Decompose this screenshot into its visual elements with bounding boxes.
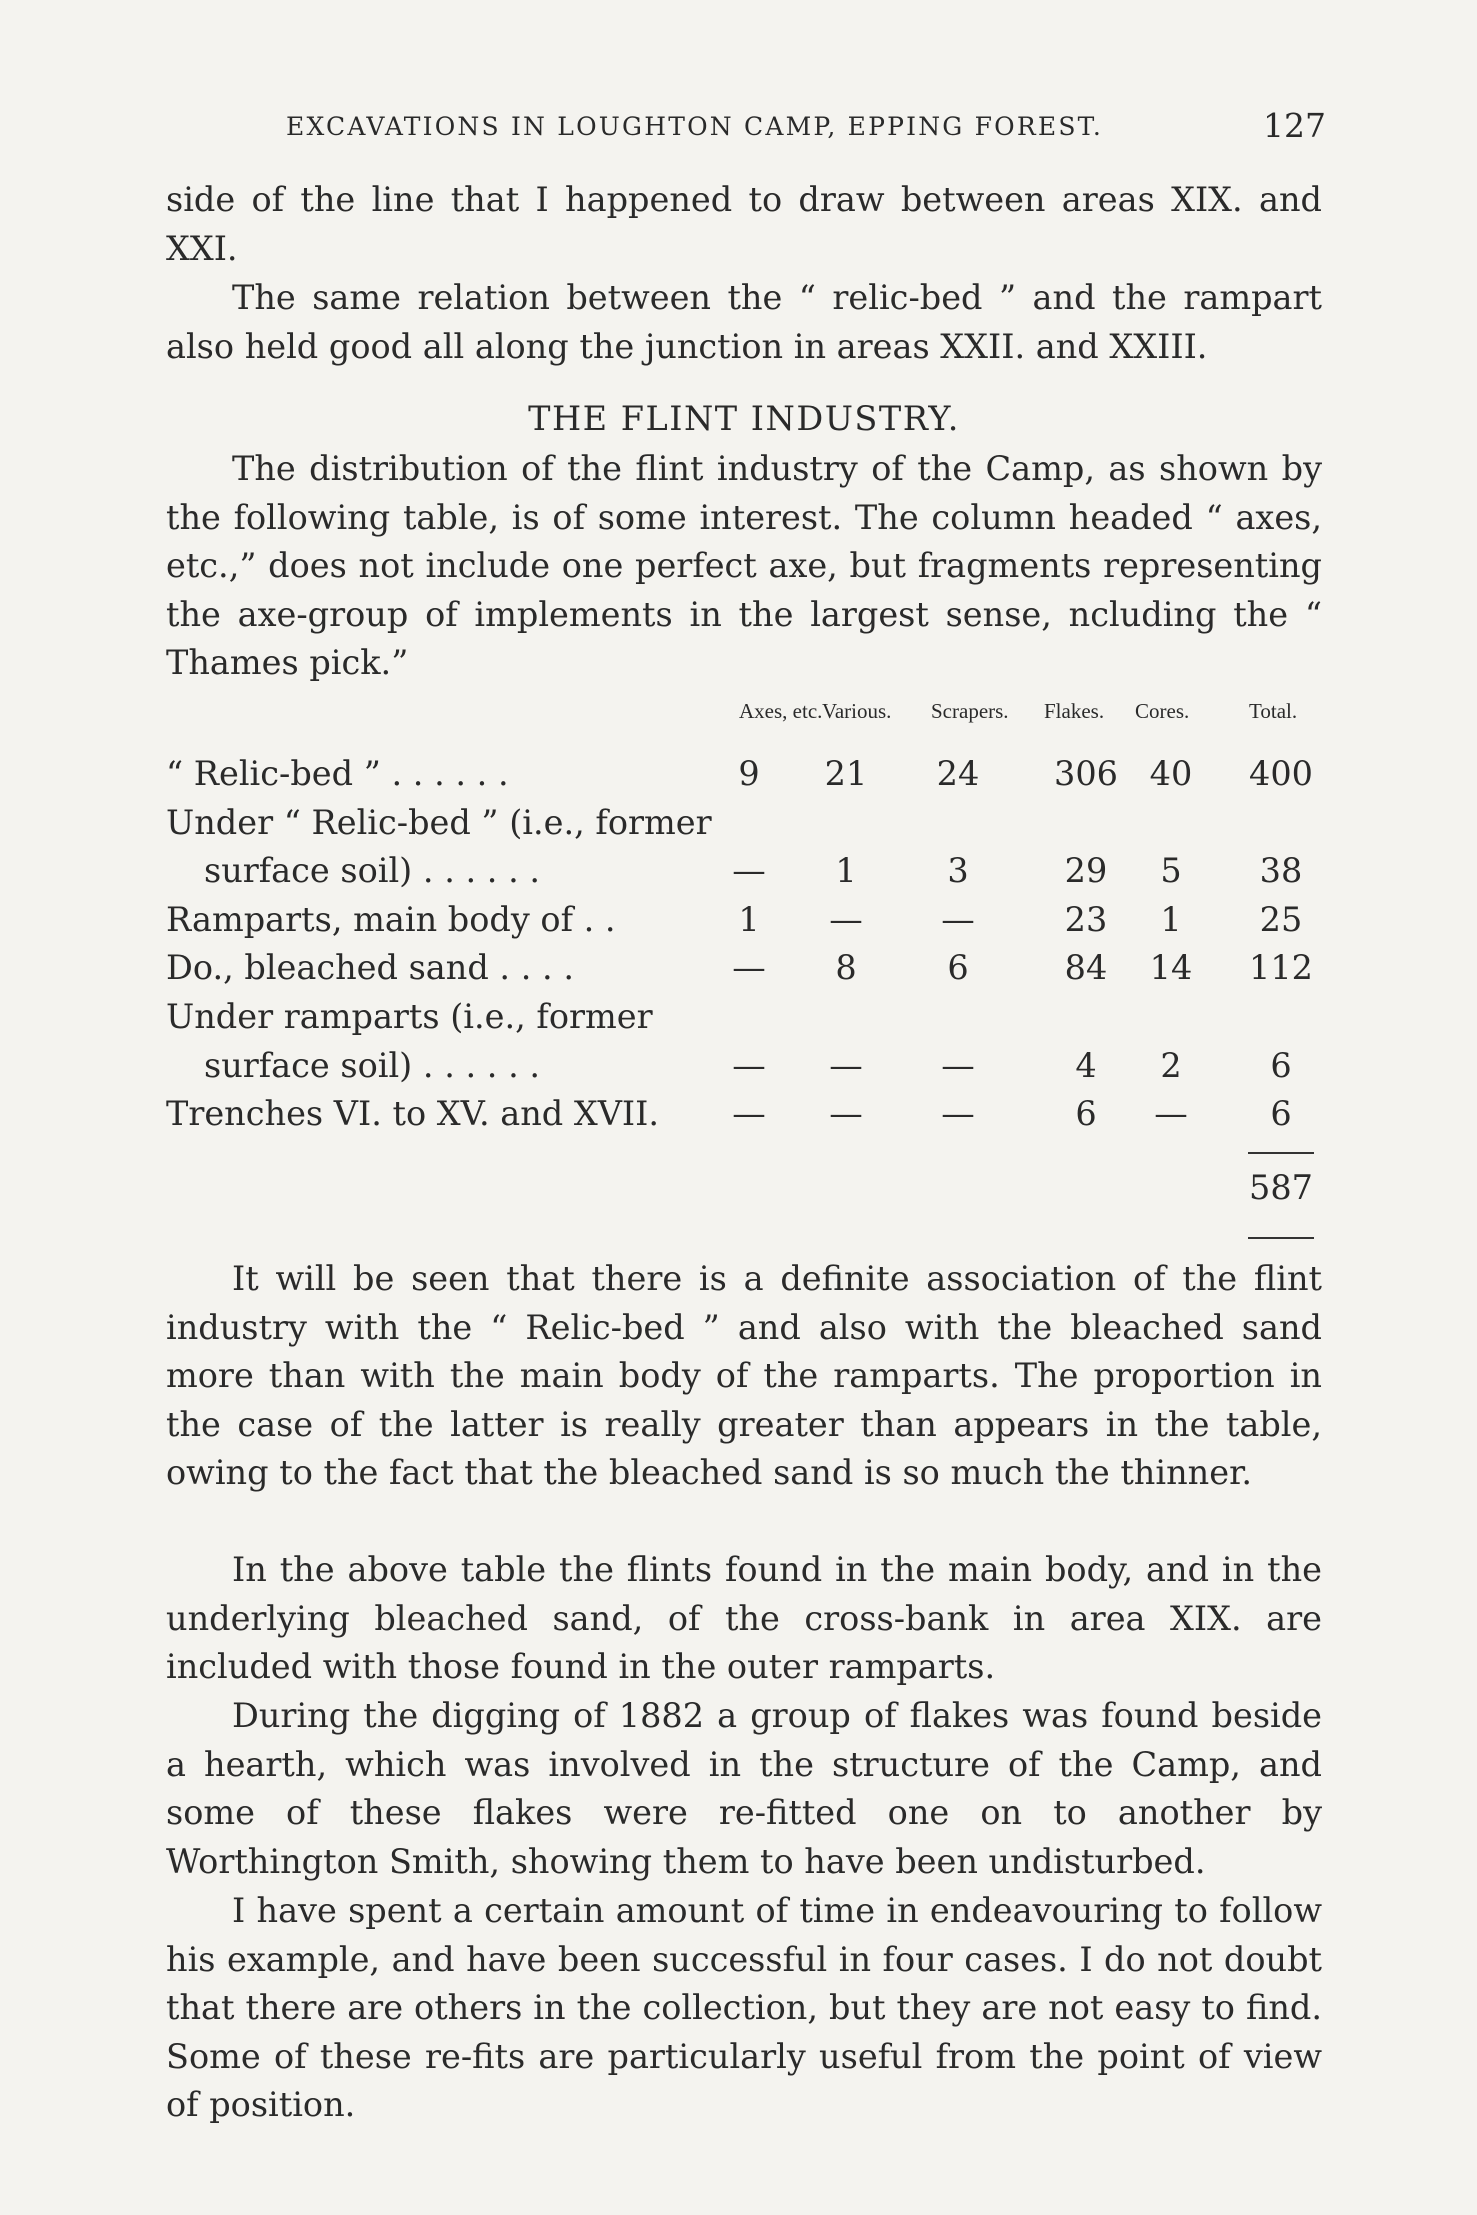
table-cell-cores: 14 bbox=[1149, 948, 1193, 987]
table-cell-cores: 1 bbox=[1160, 900, 1182, 939]
table-cell-scrapers: — bbox=[941, 1046, 975, 1085]
table-cell-scrapers: — bbox=[941, 1094, 975, 1133]
table-cell-axes: 9 bbox=[738, 754, 760, 793]
row-label-under-ramparts-cont: surface soil) . . . . . . bbox=[204, 1046, 541, 1085]
table-cell-cores: 2 bbox=[1160, 1046, 1182, 1085]
table-cell-axes: — bbox=[732, 1046, 766, 1085]
table-cell-various: — bbox=[829, 1046, 863, 1085]
row-label-bleached-sand: Do., bleached sand . . . . bbox=[166, 948, 574, 987]
paragraph-7: I have spent a certain amount of time in endeavouring to follow his example, and have been successful in four cases. I do not doubt that there are others in the collection, but they are not easy to find. Some of these re-fits are particularly useful from the point of view of position. bbox=[166, 1891, 1322, 2124]
row-label-relic-bed: “ Relic-bed ” . . . . . . bbox=[166, 754, 509, 793]
table-cell-flakes: 23 bbox=[1064, 900, 1108, 939]
paragraph-6: During the digging of 1882 a group of flakes was found beside a hearth, which was involved in the structure of the Camp, and some of these flakes were re-fitted one on to another by Worthington Smith, showing them to have been undisturbed. bbox=[166, 1696, 1322, 1881]
table-cell-scrapers: 24 bbox=[936, 754, 980, 793]
grand-total: 587 bbox=[1249, 1168, 1313, 1207]
table-cell-flakes: 84 bbox=[1064, 948, 1108, 987]
table-cell-cores: — bbox=[1154, 1094, 1188, 1133]
paragraph-1: side of the line that I happened to draw between areas XIX. and XXI. bbox=[166, 180, 1322, 268]
table-cell-flakes: 4 bbox=[1075, 1046, 1097, 1085]
row-label-under-ramparts: Under ramparts (i.e., former bbox=[166, 997, 653, 1036]
row-label-under-relic-bed: Under “ Relic-bed ” (i.e., former bbox=[166, 803, 712, 842]
table-cell-cores: 5 bbox=[1160, 851, 1182, 890]
table-cell-total: 400 bbox=[1249, 754, 1313, 793]
table-cell-various: — bbox=[829, 900, 863, 939]
table-cell-scrapers: 6 bbox=[947, 948, 969, 987]
table-cell-total: 6 bbox=[1270, 1046, 1292, 1085]
table-cell-total: 25 bbox=[1259, 900, 1303, 939]
total-rule-top bbox=[1248, 1152, 1314, 1154]
paragraph-4: It will be seen that there is a definite association of the flint industry with the “ Relic-bed ” and also with the bleached sand more than with the main body of the ramparts. The proportion in the case of the latter is really greater than appears in the table, owing to the fact that the bleached sand is so much the thinner. bbox=[166, 1259, 1322, 1492]
table-cell-total: 112 bbox=[1249, 948, 1313, 987]
row-label-trenches: Trenches VI. to XV. and XVII. bbox=[166, 1094, 660, 1133]
table-cell-flakes: 6 bbox=[1075, 1094, 1097, 1133]
table-cell-scrapers: — bbox=[941, 900, 975, 939]
table-cell-axes: 1 bbox=[738, 900, 760, 939]
paragraph-5: In the above table the flints found in the main body, and in the underlying bleached sand, of the cross-bank in area XIX. are included with those found in the outer ramparts. bbox=[166, 1550, 1322, 1686]
table-cell-axes: — bbox=[732, 1094, 766, 1133]
total-rule-bottom bbox=[1248, 1237, 1314, 1239]
table-cell-total: 6 bbox=[1270, 1094, 1292, 1133]
row-label-under-relic-bed-cont: surface soil) . . . . . . bbox=[204, 851, 541, 890]
section-heading: THE FLINT INDUSTRY. bbox=[528, 399, 960, 438]
table-cell-total: 38 bbox=[1259, 851, 1303, 890]
table-cell-axes: — bbox=[732, 948, 766, 987]
table-cell-cores: 40 bbox=[1149, 754, 1193, 793]
table-cell-various: 8 bbox=[835, 948, 857, 987]
table-cell-various: 1 bbox=[835, 851, 857, 890]
row-label-ramparts-main: Ramparts, main body of . . bbox=[166, 900, 616, 939]
column-header-flakes: Flakes. bbox=[1044, 699, 1105, 723]
running-head-title: EXCAVATIONS IN LOUGHTON CAMP, EPPING FOREST. bbox=[286, 112, 1103, 141]
paragraph-2: The same relation between the “ relic-bed ” and the rampart also held good all along the junction in areas XXII. and XXIII. bbox=[166, 278, 1322, 366]
book-page bbox=[166, 0, 1326, 2215]
table-cell-flakes: 306 bbox=[1054, 754, 1118, 793]
table-cell-various: 21 bbox=[824, 754, 868, 793]
paragraph-3: The distribution of the flint industry of the Camp, as shown by the following table, is of some interest. The column headed “ axes, etc.,” does not include one perfect axe, but fragments representing the axe-group of implements in the largest sense, ncluding the “ Thames pick.” bbox=[166, 449, 1322, 682]
column-header-various: Various. bbox=[822, 699, 892, 723]
column-header-axes: Axes, etc. bbox=[739, 699, 823, 723]
table-cell-axes: — bbox=[732, 851, 766, 890]
flint-table bbox=[166, 700, 1322, 1240]
table-cell-scrapers: 3 bbox=[947, 851, 969, 890]
page-number: 127 bbox=[1263, 106, 1326, 145]
column-header-total: Total. bbox=[1249, 699, 1298, 723]
column-header-cores: Cores. bbox=[1135, 699, 1190, 723]
table-cell-various: — bbox=[829, 1094, 863, 1133]
table-cell-flakes: 29 bbox=[1064, 851, 1108, 890]
column-header-scrapers: Scrapers. bbox=[931, 699, 1009, 723]
